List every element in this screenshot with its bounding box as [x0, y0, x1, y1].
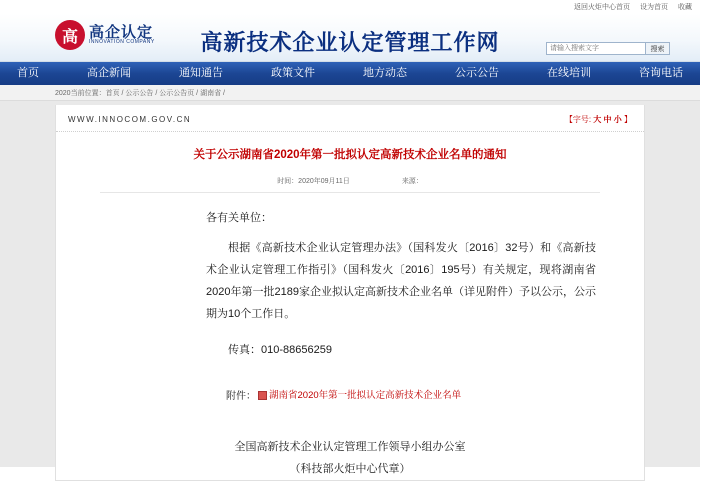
nav-item-announcement[interactable]: 公示公告 — [455, 67, 499, 79]
top-link-home[interactable]: 返回火炬中心首页 — [574, 4, 630, 11]
attachment-file-icon — [258, 391, 267, 400]
main-navigation — [0, 62, 700, 85]
article-card — [55, 105, 645, 481]
attachment-row — [226, 387, 644, 402]
site-header — [0, 14, 700, 62]
article-meta — [100, 176, 600, 193]
top-link-set-homepage[interactable]: 设为首页 — [640, 4, 668, 11]
search-input[interactable] — [546, 42, 646, 55]
nav-item-training[interactable]: 在线培训 — [547, 67, 591, 79]
nav-item-news[interactable]: 高企新闻 — [87, 67, 131, 79]
font-size-suffix: 】 — [624, 115, 632, 124]
attachment-label: 附件： — [226, 391, 256, 402]
site-domain-text: WWW.INNOCOM.GOV.CN — [68, 115, 192, 124]
font-size-prefix: 【字号: — [564, 115, 592, 124]
article-source: 来源： — [401, 178, 423, 185]
article-paragraph-fax: 传真：010-88656259 — [228, 344, 332, 356]
font-size-large-button[interactable]: 大 — [593, 115, 602, 124]
nav-item-policy[interactable]: 政策文件 — [271, 67, 315, 79]
top-utility-bar — [0, 0, 700, 14]
font-size-control — [565, 114, 632, 125]
breadcrumb[interactable]: 2020当前位置：首页 / 公示公告 / 公示公告页 / 湖南省 / — [55, 89, 225, 97]
article-paragraph-main: 根据《高新技术企业认定管理办法》（国科发火〔2016〕32号）和《高新技术企业认定管理工作指引》（国科发火〔2016〕195号）有关规定，现将湖南省2020年第一批2189家企业拟认定高新技术企业名单（详见附件）予以公示，公示期为10个工作日。 — [206, 242, 596, 320]
nav-item-home[interactable]: 首页 — [17, 67, 39, 79]
nav-item-local[interactable]: 地方动态 — [363, 67, 407, 79]
attachment-link[interactable]: 湖南省2020年第一批拟认定高新技术企业名单 — [269, 390, 462, 401]
article-paragraph-salutation: 各有关单位： — [206, 212, 272, 224]
nav-item-notice[interactable]: 通知通告 — [179, 67, 223, 79]
font-size-medium-button[interactable]: 中 — [603, 115, 612, 124]
search-box — [546, 42, 670, 55]
article-body — [56, 193, 644, 480]
font-size-small-button[interactable]: 小 — [613, 115, 622, 124]
article-time: 时间：2020年09月11日 — [277, 178, 350, 185]
top-link-favorite[interactable]: 收藏 — [678, 4, 692, 11]
search-button[interactable]: 搜索 — [646, 42, 670, 55]
page-title: 高新技术企业认定管理工作网 — [200, 30, 500, 55]
article-title: 关于公示湖南省2020年第一批拟认定高新技术企业名单的通知 — [193, 149, 507, 161]
logo-english-name: INNOVATION COMPANY — [89, 39, 155, 46]
breadcrumb-bar — [0, 85, 700, 101]
article-card-topline — [56, 105, 644, 132]
logo-mark-icon: 高 — [55, 20, 85, 50]
signature-office: 全国高新技术企业认定管理工作领导小组办公室 — [234, 441, 466, 453]
article-signature — [56, 436, 644, 480]
logo-chinese-name: 高企认定 — [89, 23, 154, 41]
signature-seal: （科技部火炬中心代章） — [289, 463, 411, 475]
nav-item-hotline[interactable]: 咨询电话 — [639, 67, 683, 79]
